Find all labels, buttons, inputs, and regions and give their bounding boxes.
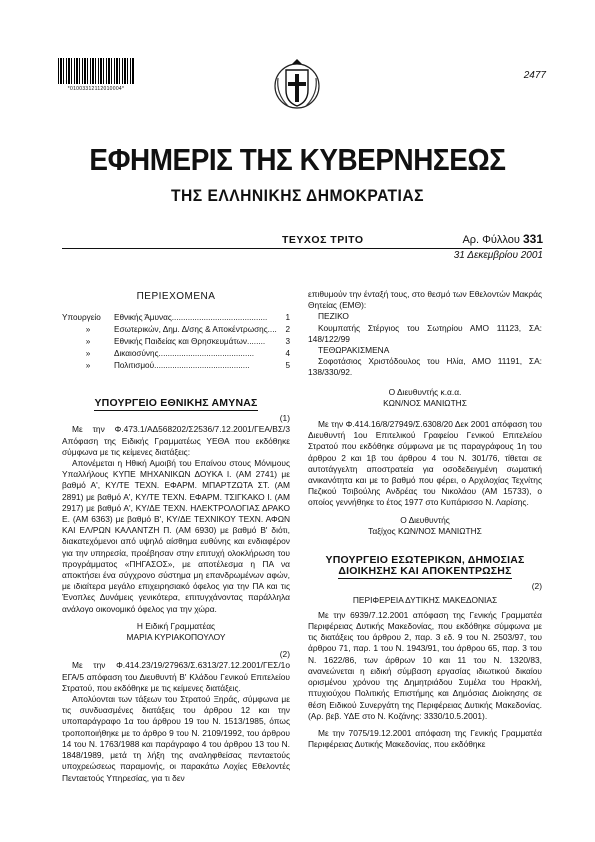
toc-page: 1 [285,313,290,322]
sheet-value: 331 [522,232,543,246]
toc-mark: » [85,325,91,334]
paragraph: Με την Φ.473.1/ΑΔ568202/Σ2536/7.12.2001/ΓΕΑ/ΒΣ/3 Απόφαση της Ειδικής Γραμματέως ΥΕΘΑ που εκδόθηκε σύμφωνα με τις κείμενες διατάξεις: [62,424,290,457]
region-heading: ΠΕΡΙΦΕΡΕΙΑ ΔΥΤΙΚΗΣ ΜΑΚΕΔΟΝΙΑΣ [352,594,498,605]
page-number: 2477 [523,70,546,81]
toc-row[interactable] [62,349,290,358]
signature-role: Η Ειδική Γραμματέας [136,620,216,631]
branch-heading: ΠΕΖΙΚΟ [318,311,349,322]
toc-dots: .......................................... [154,361,250,370]
toc-page: 5 [285,361,290,370]
toc-text: Εθνικής Παιδείας και Θρησκευμάτων [114,337,247,346]
gazette-title: ΕΦΗΜΕΡΙΣ ΤΗΣ ΚΥΒΕΡΝΗΣΕΩΣ [89,142,506,177]
toc-row[interactable] [62,361,290,370]
sheet-label: Αρ. Φύλλου [462,234,520,246]
barcode [58,58,134,84]
paragraph: Απολύονται των τάξεων του Στρατού Ξηράς, σύμφωνα με τις συνδυασμένες διατάξεις του άρθρου 12 και την υποπαράγραφο 1α του άρθρου 19 του Ν. 1513/1985, όπως τροποποιήθηκε με το άρθρο 9 του Ν. 2109/1992, του άρθρου 14 του Ν. 1763/1988 και παράγραφο 4 του άρθρου 13 του Ν. 1848/1989, μετά τη λήξη της αναληφθείσας πενταετούς υποχρεώσεως παραμονής, οι παρακάτω Λοχίες Εθελοντές Πενταετούς Υπηρεσίας, για τι δεν [62,694,290,783]
toc-mark: » [85,361,91,370]
paragraph: επιθυμούν την ένταξή τους, στο θεσμό των Εθελοντών Μακράς Θητείας (ΕΜΘ): [308,289,542,311]
ministry-title: ΔΙΟΙΚΗΣΗΣ ΚΑΙ ΑΠΟΚΕΝΤΡΩΣΗΣ [338,566,511,579]
toc-dots: ........ [246,337,266,346]
issue-label: ΤΕΥΧΟΣ ΤΡΙΤΟ [282,234,364,246]
ministry-heading-line2 [308,566,542,579]
paragraph: Με την Φ.414.23/19/27963/Σ.6313/27.12.2001/ΓΕΣ/1ο ΕΓΑ/5 απόφαση του Διευθυντή Β' Κλάδου Γενικού Επιτελείου Στρατού, που εκδόθηκε με τις κείμενες διατάξεις. [62,660,290,693]
toc-mark: Υπουργείο [62,313,101,322]
toc-dots: .......................................... [158,349,255,358]
greek-emblem-icon [272,56,322,115]
sheet-number [462,232,543,246]
ministry-heading-line1: ΥΠΟΥΡΓΕΙΟ ΕΣΩΤΕΡΙΚΩΝ, ΔΗΜΟΣΙΑΣ [325,554,525,567]
signature-role: Ο Διευθυντής κ.α.α. [388,386,462,397]
toc-text: Πολιτισμού [114,361,155,370]
paragraph: Σοφοτάσιος Χριστόδουλος του Ηλία, ΑΜΟ 11191, ΣΑ: 138/330/92. [308,356,542,378]
toc-mark: » [85,349,91,358]
left-column [62,398,290,784]
toc-text: Δικαιοσύνης [114,349,159,358]
signature-name: Ταξίχος ΚΩΝ/ΝΟΣ ΜΑΝΙΩΤΗΣ [368,525,482,536]
toc-row[interactable] [62,325,290,334]
toc-text: Εθνικής Άμυνας [114,313,172,322]
paragraph: Με την Φ.414.16/8/27949/Σ.6308/20 Δεκ 2001 απόφαση του Διευθυντή 1ου Επιτελικού Γραφείου Γενικού Επιτελείου Στρατού που εκδόθηκε σύμφωνα με τις παραγράφους 1η του άρθρου 2 και 1β του άρθρου 4 του Ν. 301/76, τίθεται σε αυτοτάγγελτη αποστρατεία για οσοδεδειγμένη σωματική ανικανότητα και με το βαθμό που φέρει, ο Αρχιλοχίας Τεχνίτης Πεζικού Τσιβούλης Ανδρέας του Νικολάου (ΑΜ 15733), ο οποίος γεννήθηκε το έτος 1977 στο Κυπάρισσο Ν. Λαρίσης. [308,419,542,508]
barcode-text: *01003312112010004* [67,86,125,92]
paragraph: Με την 7075/19.12.2001 απόφαση της Γενικής Γραμματέα Περιφέρειας Δυτικής Μακεδονίας, που εκδόθηκε [308,727,542,750]
decision-number: (2) [279,649,290,660]
gazette-subtitle: ΤΗΣ ΕΛΛΗΝΙΚΗΣ ΔΗΜΟΚΡΑΤΙΑΣ [171,186,424,205]
header-rule [62,248,542,249]
ministry-title: ΥΠΟΥΡΓΕΙΟ ΕΘΝΙΚΗΣ ΑΜΥΝΑΣ [94,398,257,411]
toc-dots: .... [267,325,277,334]
signature-role: Ο Διευθυντής [400,514,450,525]
toc-dots: .......................................... [171,313,268,322]
issue-date: 31 Δεκεμβρίου 2001 [453,250,543,261]
decision-number: (1) [279,413,290,424]
decision-number: (2) [531,581,542,592]
toc-page: 4 [285,349,290,358]
right-column [308,289,542,750]
paragraph: Απονέμεται η Ηθική Αμοιβή του Επαίνου στους Μόνιμους Υπαλλήλους ΚΥΠΕ ΜΗΧΑΝΙΚΩΝ ΔΟΥΚΑ Ι. (ΑΜ 2741) με βαθμό Α', ΚΥ/ΤΕ ΤΕΧΝ. ΕΦΑΡΜ. ΜΠΑΡΤΖΩΤΑ ΣΤ. (ΑΜ 2891) με βαθμό Α', ΚΥ/ΤΕ ΤΕΧΝ. ΕΦΑΡΜ. ΤΣΙΓΚΑΚΟ Ι. (ΑΜ 2917) με βαθμό Α', ΚΥ/ΔΕ ΤΕΧΝ. ΗΛΕΚΤΡΟΛΟΓΙΑΣ ΔΡΑΚΟ Ε. (ΑΜ 6363) με βαθμό Β', ΚΥ/ΔΕ ΤΕΧΝΙΚΟΥ ΤΕΧΝ. ΑΦΩΝ ΚΑΙ ΕΛ/ΡΩΝ ΚΑΛΑΝΤΖΗ Π. (ΑΜ 6930) με βαθμό Β' διότι, διακατεχόμενοι από υψηλό αίσθημα ευθύνης και ενδιαφέρον για την υπηρεσία, προέβησαν στην επιτυχή ολοκλήρωση του προγράμματος «ΠΗΓΑΣΟΣ», με αποτέλεσμα η ΠΑ να αποκτήσει ένα σύγχρονο σύστημα μη επανδρωμένων αφών, με ιδιαίτερα μεγάλο επιχειρησιακό όφελος για την ΠΑ και τις Ένοπλες Δυνάμεις γενικότερα, επιτυγχάνοντας παράλληλα ανάλογο οικονομικό όφελος για την χώρα. [62,458,290,614]
ministry-heading [62,398,290,411]
signature-name: ΜΑΡΙΑ ΚΥΡΙΑΚΟΠΟΥΛΟΥ [126,632,226,643]
signature-name: ΚΩΝ/ΝΟΣ ΜΑΝΙΩΤΗΣ [383,397,467,408]
toc-title: ΠΕΡΙΕΧΟΜΕΝΑ [136,291,216,302]
toc-page: 3 [285,337,290,346]
toc-mark: » [85,337,91,346]
toc-text: Εσωτερικών, Δημ. Δ/σης & Αποκέντρωσης [114,325,268,334]
branch-heading: ΤΕΘΩΡΑΚΙΣΜΕΝΑ [318,345,390,356]
toc-row[interactable] [62,337,290,346]
paragraph: Με την 6939/7.12.2001 απόφαση της Γενικής Γραμματέα Περιφέρειας Δυτικής Μακεδονίας, που εκδόθηκε σύμφωνα με τις διατάξεις του άρθρου 2, παρ. 3 εδ. 9 του Ν. 2503/97, του άρθρου 71, παρ. 1 του Ν. 1943/91, του άρθρου 65, παρ. 3 του Ν. 1622/86, των άρθρων 10 και 11 του Ν. 1320/83, ανανεώνεται η ειδική σύμβαση εργασίας ιδιωτικού δικαίου ορισμένου χρόνου της Δημητριάδου Συμέλα του Ηρακλή, πτυχιούχου Πολιτικής Επιστήμης και Δημόσιας Διοίκησης σε θέση Ειδικού Συνεργάτη της Περιφέρειας Δυτικής Μακεδονίας. (Αρ. βεβ. ΥΔΕ στο Ν. Κοζάνης: 3330/10.5.2001). [308,609,542,721]
toc-page: 2 [285,325,290,334]
toc-row[interactable] [62,313,290,322]
paragraph: Κουμπατής Στέργιος του Σωτηρίου ΑΜΟ 11123, ΣΑ: 148/122/99 [308,322,542,344]
